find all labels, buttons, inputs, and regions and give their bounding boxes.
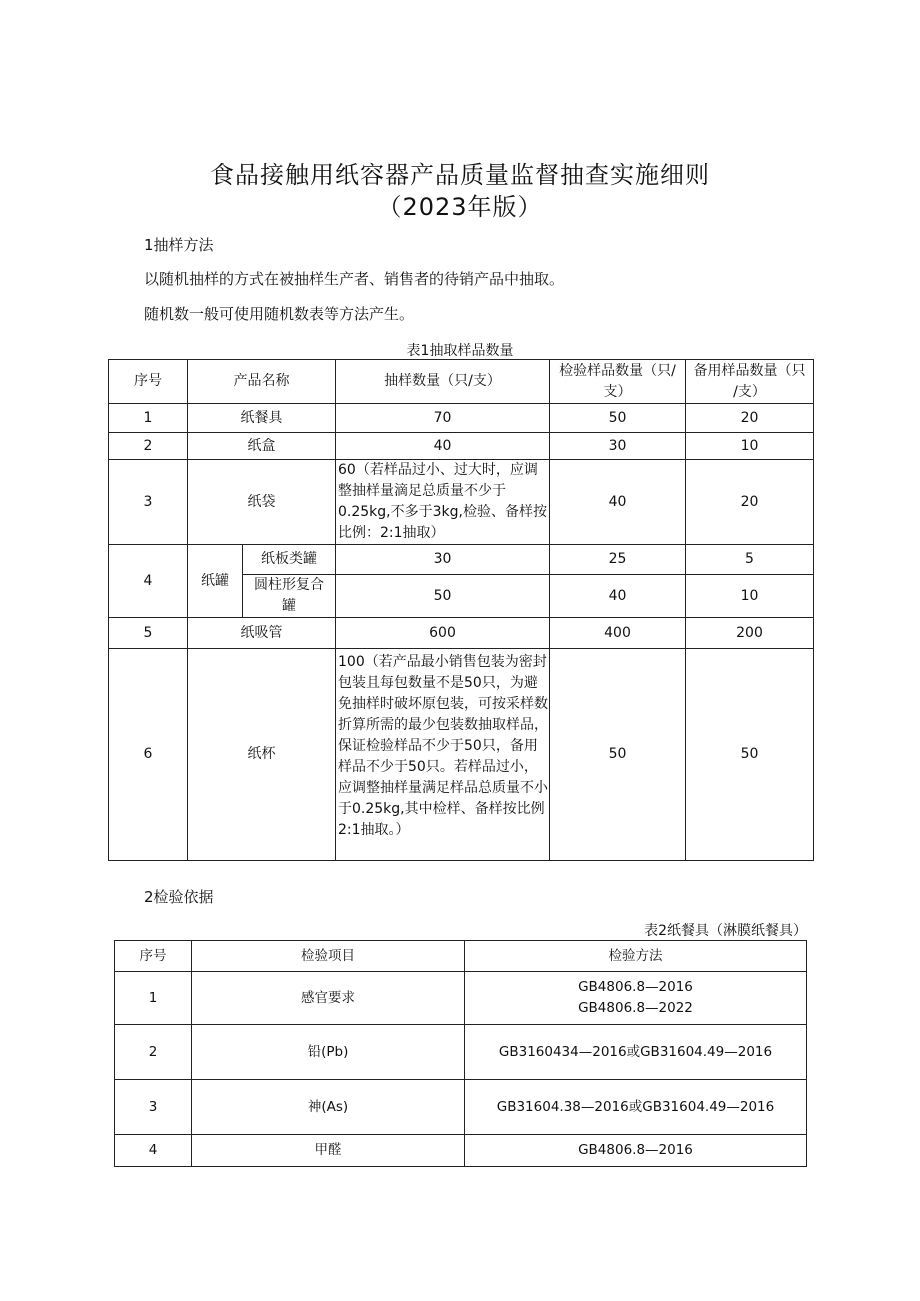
row-sample: 100（若产品最小销售包装为密封包装且每包数量不是50只，为避免抽样时破坏原包装，可按采样数折算所需的最少包装数抽取样品，保证检验样品不少于50只，备用样品不少于50只。若样品过小，应调整抽样量满足样品总质量不小于0.25kg,其中检样、备样按比例2:1抽取。） [336, 649, 550, 861]
row-seq: 2 [115, 1025, 192, 1080]
header-inspect-qty: 检验样品数量（只/ 支） [550, 360, 686, 404]
table2-caption: 表2纸餐具（淋膜纸餐具） [644, 923, 807, 939]
section1-paragraph-2: 随机数一般可使用随机数表等方法产生。 [144, 305, 415, 323]
row-sample: 40 [336, 433, 550, 460]
table1-caption: 表1抽取样品数量 [406, 343, 514, 359]
row-backup: 20 [686, 460, 814, 545]
row-seq: 4 [115, 1135, 192, 1167]
row-seq: 3 [115, 1080, 192, 1135]
row-seq: 2 [109, 433, 188, 460]
table-row [115, 972, 807, 1025]
row-inspect: 50 [550, 404, 686, 433]
header-seq: 序号 [109, 360, 188, 404]
row-seq: 3 [109, 460, 188, 545]
header-item: 检验项目 [192, 941, 465, 972]
header-sample-qty: 抽样数量（只/支） [336, 360, 550, 404]
section2-heading: 2检验依据 [144, 888, 214, 906]
header-product-name: 产品名称 [188, 360, 336, 404]
row-name: 纸袋 [188, 460, 336, 545]
row-name: 纸吸管 [188, 618, 336, 649]
row-method: GB31604.38—2016或GB31604.49—2016 [465, 1080, 807, 1135]
row-seq: 6 [109, 649, 188, 861]
row-sample: 600 [336, 618, 550, 649]
row-inspect: 25 [550, 545, 686, 575]
row-item: 神(As) [192, 1080, 465, 1135]
row-name: 纸罐 [188, 545, 243, 618]
row-sample: 60（若样品过小、过大时，应调整抽样量滴足总质量不少于0.25kg,不多于3kg,检验、备样按比例：2:1抽取） [336, 460, 550, 545]
sampling-quantity-table [108, 359, 814, 861]
row-backup: 10 [686, 433, 814, 460]
table-header-row [115, 941, 807, 972]
table-row [115, 1025, 807, 1080]
row-inspect: 40 [550, 575, 686, 618]
row-sample: 70 [336, 404, 550, 433]
section1-heading: 1抽样方法 [144, 236, 214, 254]
header-method: 检验方法 [465, 941, 807, 972]
header-seq: 序号 [115, 941, 192, 972]
row-inspect: 30 [550, 433, 686, 460]
row-method: GB4806.8—2016 [465, 1135, 807, 1167]
row-backup: 50 [686, 649, 814, 861]
row-item: 感官要求 [192, 972, 465, 1025]
table-row [109, 545, 814, 575]
row-seq: 1 [109, 404, 188, 433]
table-row [109, 460, 814, 545]
header-backup-qty: 备用样品数量（只 /支） [686, 360, 814, 404]
row-backup: 10 [686, 575, 814, 618]
row-seq: 5 [109, 618, 188, 649]
row-method: GB3160434—2016或GB31604.49—2016 [465, 1025, 807, 1080]
row-subname: 圆柱形复合罐 [243, 575, 336, 618]
inspection-basis-table [114, 940, 807, 1167]
table-row [109, 433, 814, 460]
document-title: 食品接触用纸容器产品质量监督抽查实施细则 [210, 161, 710, 189]
table-row [115, 1080, 807, 1135]
row-subname: 纸板类罐 [243, 545, 336, 575]
row-name: 纸盒 [188, 433, 336, 460]
table-row [109, 649, 814, 861]
row-backup: 5 [686, 545, 814, 575]
row-method: GB4806.8—2016 GB4806.8—2022 [465, 972, 807, 1025]
row-backup: 200 [686, 618, 814, 649]
row-seq: 1 [115, 972, 192, 1025]
row-inspect: 40 [550, 460, 686, 545]
row-inspect: 400 [550, 618, 686, 649]
table-row [109, 618, 814, 649]
table-row [115, 1135, 807, 1167]
table-row [109, 404, 814, 433]
row-item: 铅(Pb) [192, 1025, 465, 1080]
row-item: 甲醛 [192, 1135, 465, 1167]
row-sample: 50 [336, 575, 550, 618]
document-subtitle: （2023年版） [377, 193, 543, 221]
row-name: 纸杯 [188, 649, 336, 861]
row-sample: 30 [336, 545, 550, 575]
row-inspect: 50 [550, 649, 686, 861]
row-name: 纸餐具 [188, 404, 336, 433]
section1-paragraph-1: 以随机抽样的方式在被抽样生产者、销售者的待销产品中抽取。 [144, 270, 565, 288]
table-header-row [109, 360, 814, 404]
row-backup: 20 [686, 404, 814, 433]
row-seq: 4 [109, 545, 188, 618]
